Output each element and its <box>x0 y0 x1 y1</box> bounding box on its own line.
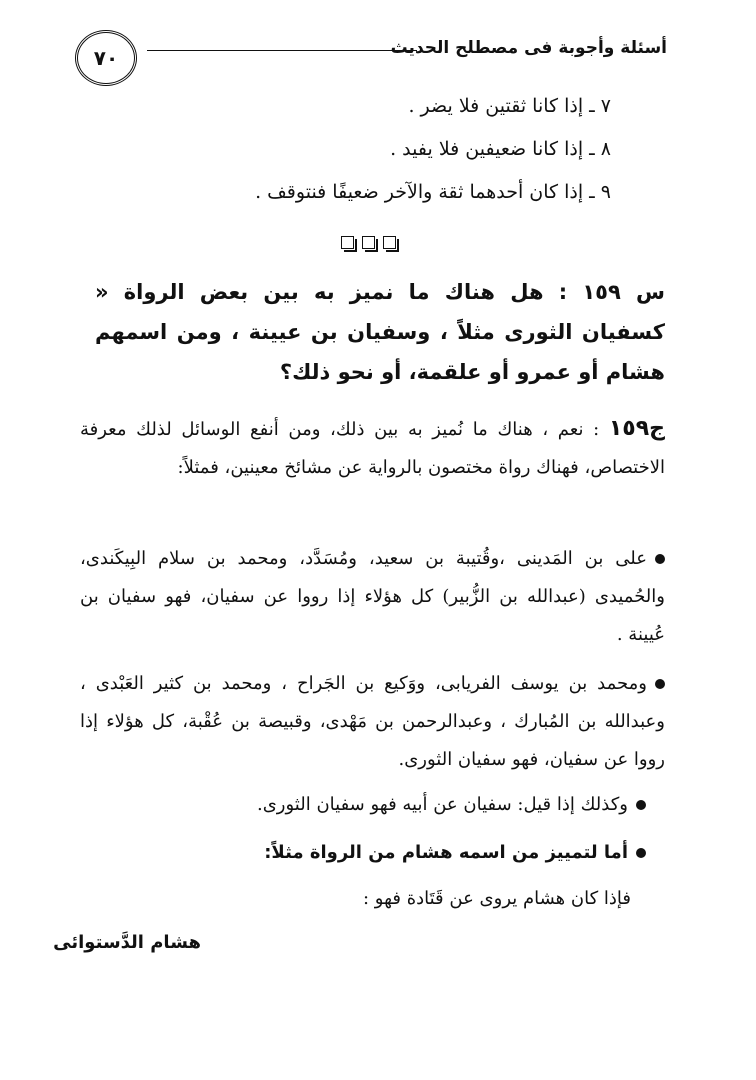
bullet-item <box>106 834 646 872</box>
question-159: س ١٥٩ : هل هناك ما نميز به بين بعض الرواة « كسفيان الثورى مثلاً ، وسفيان بن عيينة ، ومن اسمهم هشام أو عمرو أو علقمة، أو نحو ذلك؟ <box>95 280 665 384</box>
bullet-text: فإذا كان هشام يروى عن قَتَادة فهو : <box>362 888 631 909</box>
page-number: ٧٠ <box>93 46 119 70</box>
page-number-badge <box>75 30 137 86</box>
list-item: ٧ ـ إذا كانا ثقتين فلا يضر . <box>408 95 611 117</box>
bullet-text: ومحمد بن يوسف الفريابى، ووَكيع بن الجَراح ، ومحمد بن كثير العَبْدى ، وعبدالله بن المُبارك ، وعبدالرحمن بن مَهْدى، وقبيصة بن عُقْبة، كل هؤلاء إذا رووا عن سفيان، فهو سفيان الثورى. <box>80 673 665 770</box>
narrator-name: هشام الدَّستوائى <box>53 932 201 953</box>
numbered-list <box>141 92 611 221</box>
bullet-item <box>111 880 631 918</box>
bullet-icon <box>636 800 646 810</box>
bullet-text: على بن المَدينى ،وقُتيبة بن سعيد، ومُسَدَّد، ومحمد بن سلام البِيكَندى، والحُميدى (عبدالله بن الزُّبير) كل هؤلاء إذا رووا عن سفيان، فهو سفيان بن عُيينة . <box>80 548 665 645</box>
answer-text: : نعم ، هناك ما نُميز به بين ذلك، ومن أنفع الوسائل لذلك معرفة الاختصاص، فهناك رواة مختصون بالرواية عن مشائخ معينين، فمثلاً: <box>80 419 665 478</box>
bullet-item <box>80 665 665 779</box>
running-title: أسئلة وأجوبة فى مصطلح الحديث <box>390 38 667 58</box>
bullet-icon <box>636 848 646 858</box>
list-item: ٩ ـ إذا كان أحدهما ثقة والآخر ضعيفًا فنتوقف . <box>255 181 611 203</box>
page-header <box>55 30 667 82</box>
bullet-text: وكذلك إذا قيل: سفيان عن أبيه فهو سفيان الثورى. <box>257 794 628 815</box>
bullet-icon <box>655 554 665 564</box>
answer-159 <box>80 410 665 487</box>
list-item: ٨ ـ إذا كانا ضعيفين فلا يفيد . <box>390 138 611 160</box>
bullet-item <box>106 786 646 824</box>
bullet-item <box>80 540 665 654</box>
header-rule <box>147 50 417 51</box>
ornament-box-icon <box>383 236 396 249</box>
bullet-text: أما لتمييز من اسمه هشام من الرواة مثلاً: <box>264 842 628 863</box>
section-separator <box>341 236 396 249</box>
answer-label: ج١٥٩ <box>608 416 665 441</box>
ornament-box-icon <box>362 236 375 249</box>
ornament-box-icon <box>341 236 354 249</box>
bullet-icon <box>655 679 665 689</box>
